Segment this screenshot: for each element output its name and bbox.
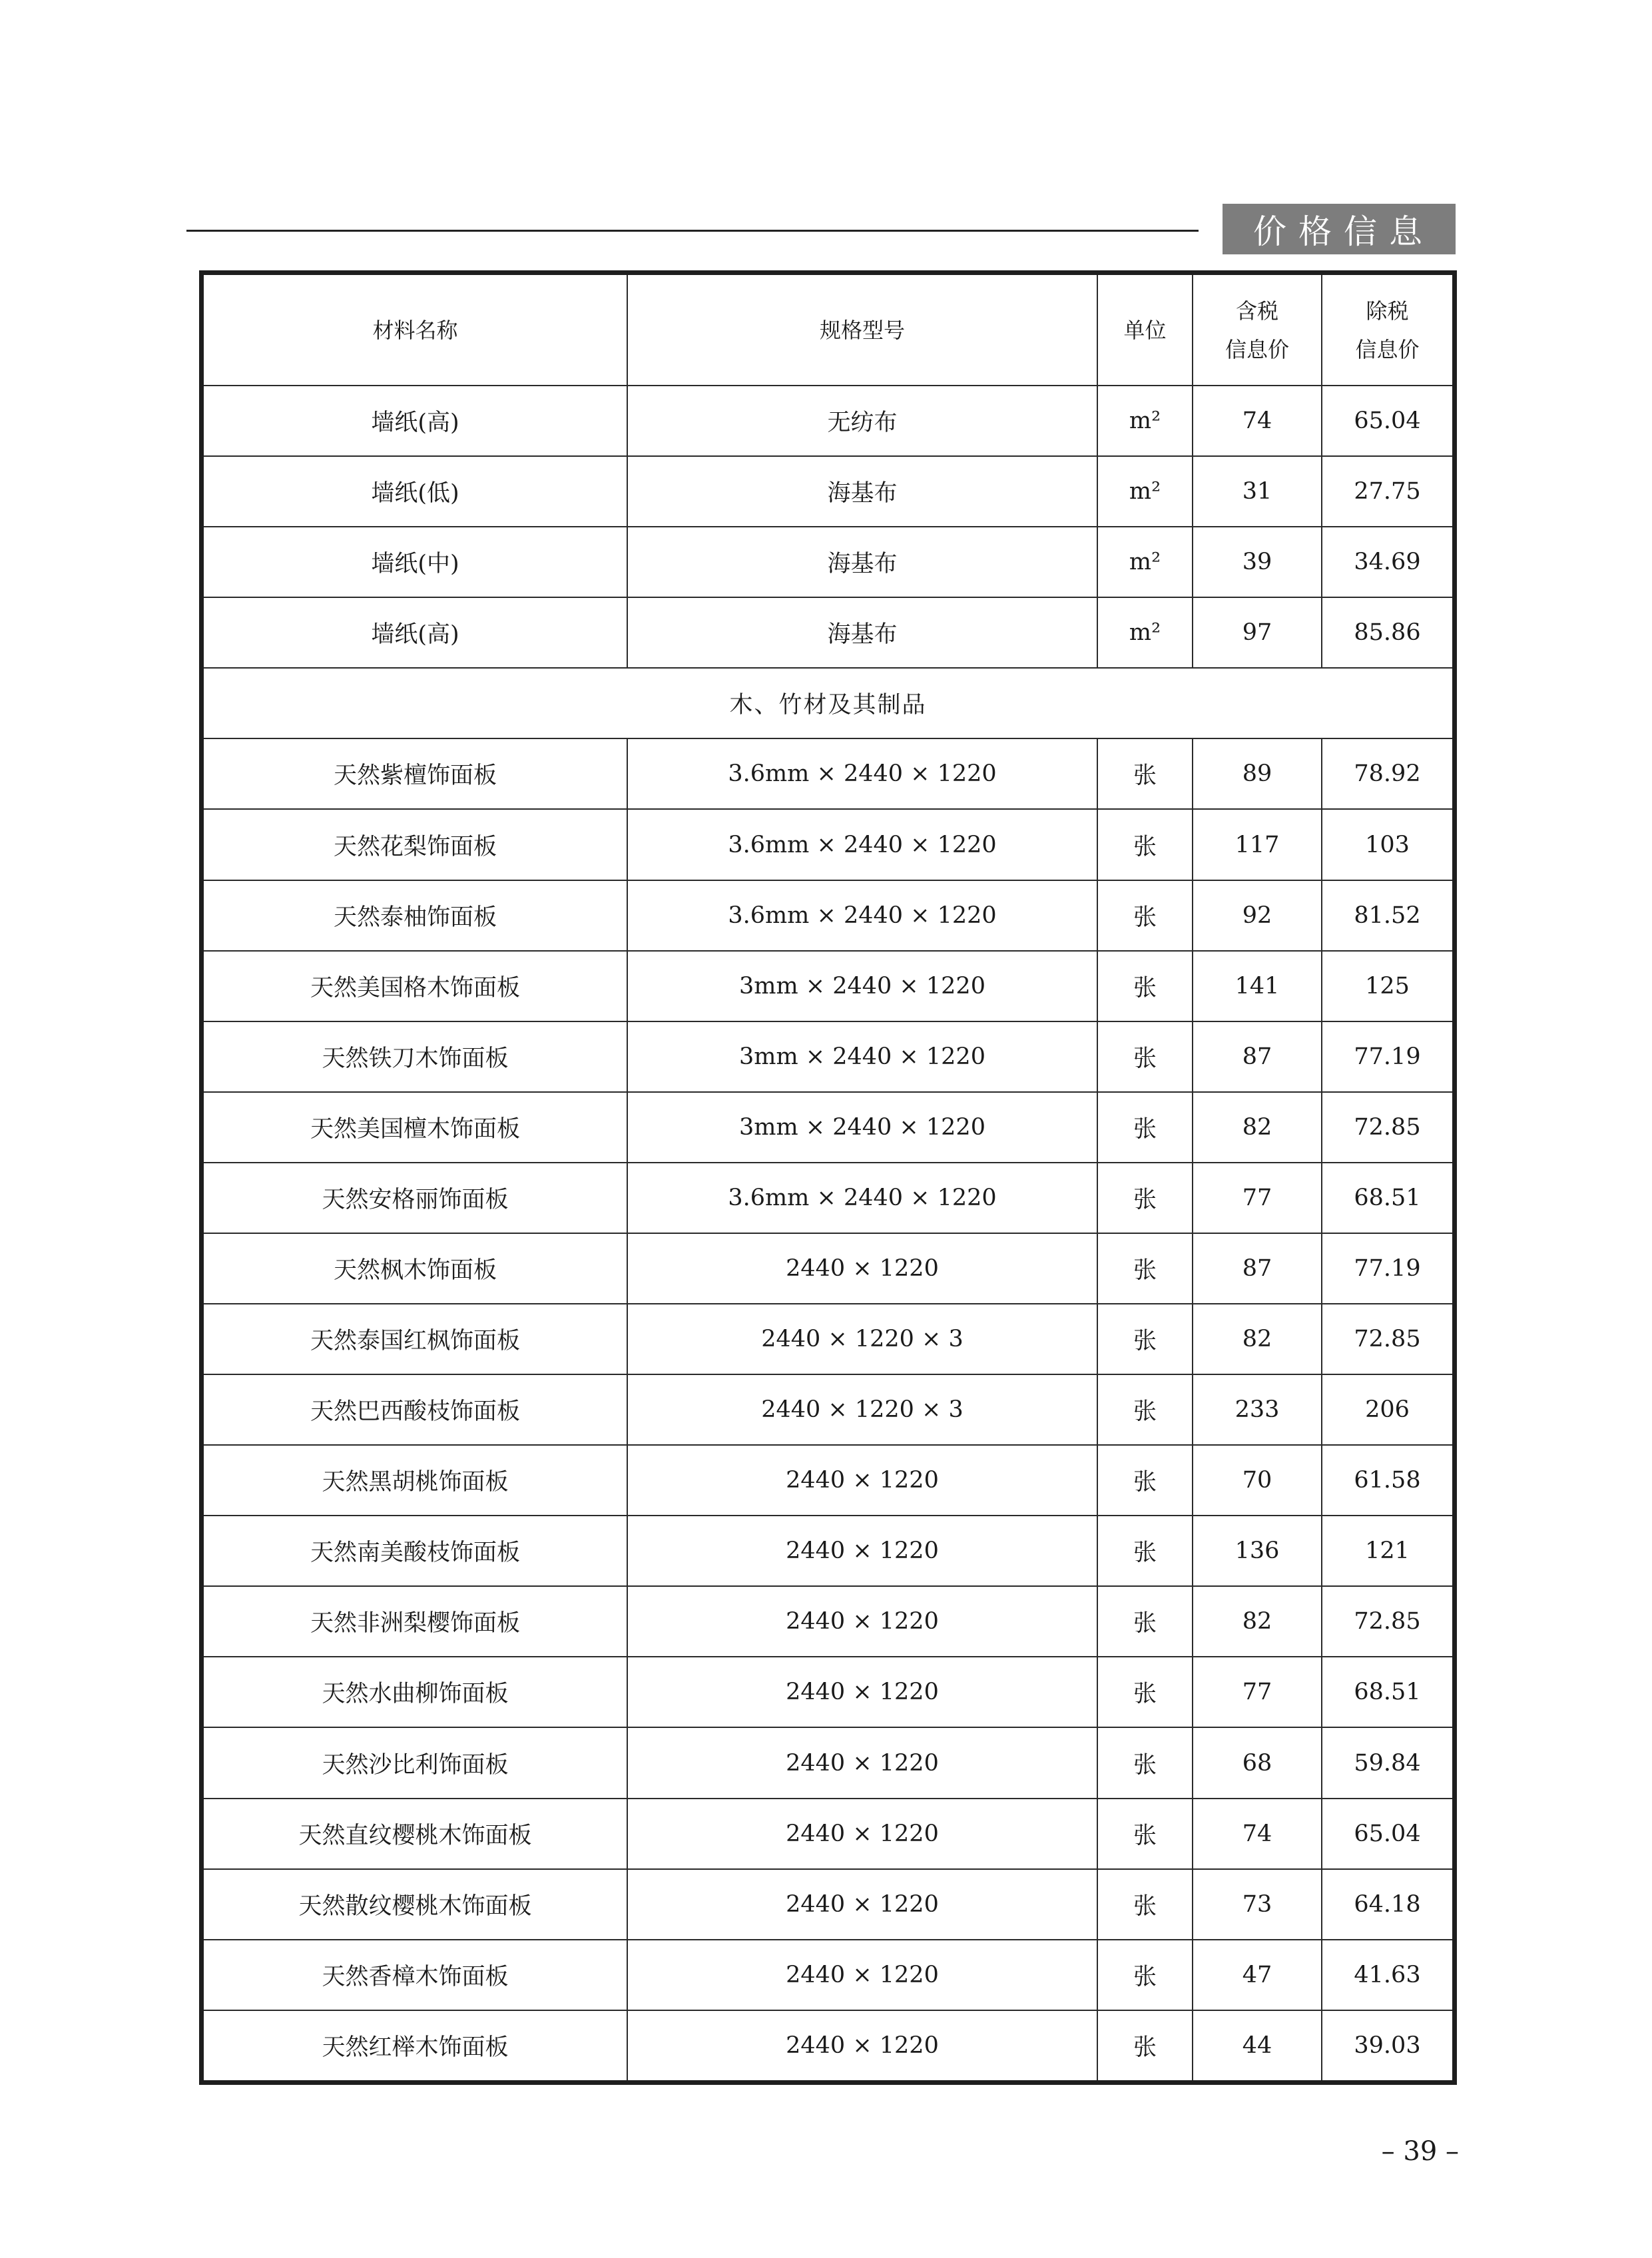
cell-spec: 2440 × 1220	[627, 1799, 1097, 1869]
cell-price-tax-incl: 68	[1193, 1727, 1322, 1798]
table-row	[204, 1799, 1452, 1869]
table-row	[204, 738, 1452, 809]
cell-price-tax-incl: 31	[1193, 456, 1322, 527]
cell-price-tax-incl: 82	[1193, 1586, 1322, 1657]
table-row	[204, 1940, 1452, 2010]
cell-price-tax-excl: 64.18	[1322, 1869, 1452, 1940]
cell-spec: 2440 × 1220	[627, 1233, 1097, 1304]
cell-price-tax-excl: 72.85	[1322, 1092, 1452, 1163]
cell-price-tax-incl: 77	[1193, 1657, 1322, 1727]
cell-price-tax-excl: 77.19	[1322, 1233, 1452, 1304]
cell-unit: 张	[1097, 951, 1193, 1021]
header-rule	[186, 230, 1199, 232]
section-row	[204, 668, 1452, 738]
cell-price-tax-excl: 27.75	[1322, 456, 1452, 527]
cell-price-tax-incl: 70	[1193, 1445, 1322, 1516]
cell-price-tax-excl: 206	[1322, 1374, 1452, 1445]
cell-price-tax-incl: 82	[1193, 1092, 1322, 1163]
cell-unit: 张	[1097, 1940, 1193, 2010]
cell-unit: m²	[1097, 386, 1193, 456]
cell-price-tax-excl: 85.86	[1322, 597, 1452, 668]
cell-unit: m²	[1097, 527, 1193, 597]
cell-material-name: 天然安格丽饰面板	[204, 1163, 627, 1233]
cell-spec: 3mm × 2440 × 1220	[627, 1021, 1097, 1092]
table-row	[204, 1021, 1452, 1092]
table-row	[204, 1727, 1452, 1798]
cell-material-name: 天然紫檀饰面板	[204, 738, 627, 809]
cell-unit: 张	[1097, 2010, 1193, 2080]
cell-material-name: 天然泰国红枫饰面板	[204, 1304, 627, 1374]
table-row	[204, 456, 1452, 527]
cell-unit: 张	[1097, 1233, 1193, 1304]
table-row	[204, 1445, 1452, 1516]
cell-material-name: 天然泰柚饰面板	[204, 880, 627, 951]
cell-price-tax-incl: 92	[1193, 880, 1322, 951]
cell-spec: 无纺布	[627, 386, 1097, 456]
cell-price-tax-excl: 77.19	[1322, 1021, 1452, 1092]
cell-price-tax-incl: 39	[1193, 527, 1322, 597]
cell-price-tax-incl: 97	[1193, 597, 1322, 668]
cell-price-tax-incl: 44	[1193, 2010, 1322, 2080]
cell-material-name: 天然黑胡桃饰面板	[204, 1445, 627, 1516]
cell-material-name: 天然美国格木饰面板	[204, 951, 627, 1021]
col-header-tax-excl-line1: 除税	[1366, 298, 1409, 324]
cell-spec: 3.6mm × 2440 × 1220	[627, 809, 1097, 880]
cell-material-name: 墙纸(低)	[204, 456, 627, 527]
cell-price-tax-excl: 59.84	[1322, 1727, 1452, 1798]
cell-material-name: 墙纸(高)	[204, 597, 627, 668]
section-tag: 价格信息	[1223, 204, 1456, 254]
cell-price-tax-incl: 74	[1193, 386, 1322, 456]
col-header-tax-incl-line2: 信息价	[1225, 336, 1289, 362]
cell-price-tax-excl: 68.51	[1322, 1163, 1452, 1233]
cell-unit: 张	[1097, 1516, 1193, 1586]
cell-price-tax-incl: 89	[1193, 738, 1322, 809]
table-row	[204, 527, 1452, 597]
cell-price-tax-excl: 61.58	[1322, 1445, 1452, 1516]
col-header-tax-incl-line1: 含税	[1235, 298, 1278, 324]
cell-unit: 张	[1097, 1799, 1193, 1869]
cell-spec: 2440 × 1220	[627, 1445, 1097, 1516]
cell-spec: 2440 × 1220	[627, 1516, 1097, 1586]
cell-unit: m²	[1097, 456, 1193, 527]
cell-price-tax-incl: 117	[1193, 809, 1322, 880]
table-row	[204, 951, 1452, 1021]
cell-price-tax-excl: 78.92	[1322, 738, 1452, 809]
cell-spec: 2440 × 1220	[627, 1657, 1097, 1727]
table-header-row	[204, 275, 1452, 386]
cell-material-name: 天然美国檀木饰面板	[204, 1092, 627, 1163]
price-table-frame	[199, 270, 1457, 2085]
cell-price-tax-excl: 65.04	[1322, 386, 1452, 456]
cell-price-tax-excl: 72.85	[1322, 1304, 1452, 1374]
col-header-tax-excl	[1322, 275, 1452, 386]
cell-price-tax-excl: 72.85	[1322, 1586, 1452, 1657]
cell-spec: 3.6mm × 2440 × 1220	[627, 880, 1097, 951]
cell-unit: 张	[1097, 1304, 1193, 1374]
cell-price-tax-excl: 65.04	[1322, 1799, 1452, 1869]
cell-price-tax-excl: 34.69	[1322, 527, 1452, 597]
cell-spec: 海基布	[627, 527, 1097, 597]
table-row	[204, 809, 1452, 880]
cell-unit: 张	[1097, 1727, 1193, 1798]
table-row	[204, 1374, 1452, 1445]
col-header-tax-excl-line2: 信息价	[1355, 336, 1420, 362]
cell-price-tax-incl: 47	[1193, 1940, 1322, 2010]
cell-price-tax-incl: 233	[1193, 1374, 1322, 1445]
table-row	[204, 1586, 1452, 1657]
table-row	[204, 1163, 1452, 1233]
cell-price-tax-excl: 41.63	[1322, 1940, 1452, 2010]
cell-unit: 张	[1097, 1657, 1193, 1727]
cell-spec: 3.6mm × 2440 × 1220	[627, 738, 1097, 809]
cell-spec: 2440 × 1220 × 3	[627, 1374, 1097, 1445]
section-title: 木、竹材及其制品	[204, 668, 1452, 738]
cell-price-tax-excl: 39.03	[1322, 2010, 1452, 2080]
cell-spec: 2440 × 1220	[627, 1940, 1097, 2010]
cell-price-tax-incl: 77	[1193, 1163, 1322, 1233]
table-body	[204, 386, 1452, 2080]
cell-price-tax-excl: 68.51	[1322, 1657, 1452, 1727]
table-row	[204, 1657, 1452, 1727]
cell-unit: 张	[1097, 1869, 1193, 1940]
cell-price-tax-incl: 87	[1193, 1233, 1322, 1304]
cell-unit: 张	[1097, 1586, 1193, 1657]
cell-material-name: 天然花梨饰面板	[204, 809, 627, 880]
cell-unit: 张	[1097, 1163, 1193, 1233]
cell-material-name: 天然南美酸枝饰面板	[204, 1516, 627, 1586]
cell-price-tax-incl: 74	[1193, 1799, 1322, 1869]
table-row	[204, 1092, 1452, 1163]
table-row	[204, 1516, 1452, 1586]
cell-unit: 张	[1097, 1445, 1193, 1516]
table-row	[204, 1304, 1452, 1374]
cell-material-name: 墙纸(中)	[204, 527, 627, 597]
cell-material-name: 天然直纹樱桃木饰面板	[204, 1799, 627, 1869]
cell-material-name: 天然铁刀木饰面板	[204, 1021, 627, 1092]
cell-price-tax-excl: 81.52	[1322, 880, 1452, 951]
cell-material-name: 天然沙比利饰面板	[204, 1727, 627, 1798]
cell-spec: 3.6mm × 2440 × 1220	[627, 1163, 1097, 1233]
cell-unit: 张	[1097, 880, 1193, 951]
col-header-tax-incl	[1193, 275, 1322, 386]
page-number: – 39 –	[1381, 2136, 1459, 2167]
cell-unit: 张	[1097, 809, 1193, 880]
cell-price-tax-incl: 73	[1193, 1869, 1322, 1940]
cell-price-tax-excl: 121	[1322, 1516, 1452, 1586]
table-row	[204, 2010, 1452, 2080]
cell-spec: 2440 × 1220 × 3	[627, 1304, 1097, 1374]
cell-unit: 张	[1097, 1374, 1193, 1445]
cell-material-name: 天然巴西酸枝饰面板	[204, 1374, 627, 1445]
cell-spec: 海基布	[627, 597, 1097, 668]
price-table	[204, 275, 1452, 2080]
col-header-name: 材料名称	[204, 275, 627, 386]
cell-material-name: 天然非洲梨樱饰面板	[204, 1586, 627, 1657]
table-row	[204, 386, 1452, 456]
table-row	[204, 880, 1452, 951]
cell-price-tax-excl: 103	[1322, 809, 1452, 880]
table-row	[204, 1869, 1452, 1940]
cell-material-name: 天然枫木饰面板	[204, 1233, 627, 1304]
cell-unit: 张	[1097, 1021, 1193, 1092]
table-row	[204, 597, 1452, 668]
cell-material-name: 天然散纹樱桃木饰面板	[204, 1869, 627, 1940]
cell-spec: 2440 × 1220	[627, 1727, 1097, 1798]
cell-price-tax-incl: 141	[1193, 951, 1322, 1021]
cell-spec: 2440 × 1220	[627, 1869, 1097, 1940]
cell-spec: 2440 × 1220	[627, 1586, 1097, 1657]
cell-price-tax-incl: 136	[1193, 1516, 1322, 1586]
cell-spec: 海基布	[627, 456, 1097, 527]
cell-material-name: 天然水曲柳饰面板	[204, 1657, 627, 1727]
col-header-unit: 单位	[1097, 275, 1193, 386]
cell-unit: m²	[1097, 597, 1193, 668]
table-row	[204, 1233, 1452, 1304]
cell-price-tax-incl: 82	[1193, 1304, 1322, 1374]
cell-material-name: 天然香樟木饰面板	[204, 1940, 627, 2010]
cell-material-name: 天然红榉木饰面板	[204, 2010, 627, 2080]
cell-unit: 张	[1097, 1092, 1193, 1163]
cell-spec: 3mm × 2440 × 1220	[627, 1092, 1097, 1163]
cell-unit: 张	[1097, 738, 1193, 809]
col-header-spec: 规格型号	[627, 275, 1097, 386]
cell-spec: 3mm × 2440 × 1220	[627, 951, 1097, 1021]
cell-price-tax-incl: 87	[1193, 1021, 1322, 1092]
cell-spec: 2440 × 1220	[627, 2010, 1097, 2080]
cell-price-tax-excl: 125	[1322, 951, 1452, 1021]
cell-material-name: 墙纸(高)	[204, 386, 627, 456]
